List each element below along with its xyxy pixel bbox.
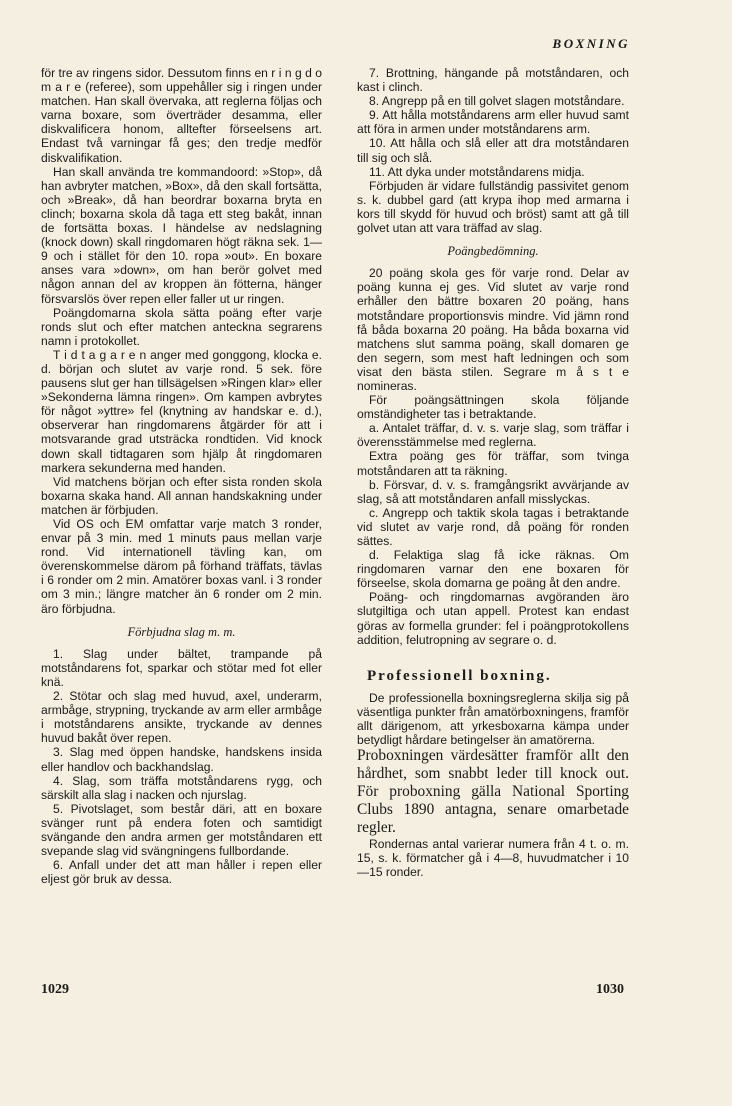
body-paragraph: Vid OS och EM omfattar varje match 3 ronder, envar på 3 min. med 1 minuts paus mellan varje rond. Vid internationell tävling kan, om överenskommelse därom på förhand träffats, tävlas i 6 ronder om 2 min. Amatörer boxas vanl. i 3 ronder om 3 min.; längre matcher än 6 ronder om 2 min. äro förbjudna. [41, 517, 322, 616]
page-number-left: 1029 [41, 982, 69, 997]
pro-large-paragraph: Proboxningen värdesätter framför allt den hårdhet, som snabbt leder till knock out. För proboxning gälla National Sporting Clubs 1890 antagna, senare omarbetade regler. [357, 747, 629, 837]
pro-rounds-paragraph: Rondernas antal varierar numera från 4 t. o. m. 15, s. k. förmatcher gå i 4—8, huvudmatcher i 10—15 ronder. [357, 837, 629, 880]
pro-intro-paragraph: De professionella boxningsreglerna skilja sig på väsentliga punkter från amatörboxningens, framför allt därigenom, att yrkesboxarna kämpa under betydligt hårdare betingelser än amatörerna. [357, 690, 629, 748]
forbidden-item: 11. Att dyka under motståndarens midja. [369, 164, 585, 179]
scoring-paragraph: c. Angrepp och taktik skola tagas i betraktande vid slutet av varje rond, då poäng för ronden sättes. [357, 505, 629, 548]
forbidden-item: Förbjuden är vidare fullständig passivitet genom s. k. dubbel gard (att krypa ihop med armarna i kors till skydd för huvud och bröst) samt att gå till golvet utan att vara träffad av slag. [357, 178, 629, 236]
body-paragraph: Vid matchens början och efter sista ronden skola boxarna skaka hand. All annan handskakning under matchen är förbjuden. [41, 474, 322, 517]
subheading-scoring: Poängbedömning. [447, 244, 539, 259]
scoring-paragraph: Poäng- och ringdomarnas avgöranden äro slutgiltiga och utan appell. Protest kan endast göras av formella grunder: fel i poängprotokollens addition, felutropning av segrare o. d. [357, 590, 629, 647]
forbidden-item: 1. Slag under bältet, trampande på motståndarens fot, sparkar och stötar med fot eller knä. [41, 646, 322, 689]
forbidden-item: 6. Anfall under det att man håller i repen eller eljest gör bruk av dessa. [41, 858, 322, 887]
forbidden-item: 7. Brottning, hängande på motståndaren, och kast i clinch. [357, 66, 629, 95]
running-header: BOXNING [552, 36, 630, 51]
scoring-paragraph: Extra poäng ges för träffar, som tvinga motståndaren att ta räkning. [357, 449, 629, 478]
section-title-professional: Professionell boxning. [367, 667, 552, 684]
body-paragraph: för tre av ringens sidor. Dessutom finns en r i n g d o m a r e (referee), som uppehåller sig i ringen under matchen. Han skall övervaka, att reglerna följas och varna boxare, som överträder desamma, eller diskvalificera honom, alltefter förseelsens art. Endast två varningar få ges; den tredje medför diskvalifikation. [41, 66, 322, 165]
forbidden-item: 4. Slag, som träffa motståndarens rygg, och särskilt alla slag i nacken och njurslag. [41, 773, 322, 802]
body-paragraph: T i d t a g a r e n anger med gonggong, klocka e. d. början och slutet av varje rond. 5 sek. före pausens slut ger han tillsägelsen »Ringen klar» eller »Sekonderna lämna ringen». Om kampen avbrytes för något »yttre» fel (knytning av handskar e. d.), observerar han ringdomarens åtgärder för att i motsvarande grad utsträcka rondtiden. Vid knock down skall tidtagaren som hjälp åt ringdomaren markera sekunderna med handen. [41, 347, 322, 475]
scoring-paragraph: b. Försvar, d. v. s. framgångsrikt avvärjande av slag, så att motståndaren anfall misslyckas. [357, 477, 629, 506]
scoring-paragraph: d. Felaktiga slag få icke räknas. Om ringdomaren varnar den ene boxaren för förseelse, skola domarna ge poäng åt den andre. [357, 548, 629, 591]
scoring-paragraph: För poängsättningen skola följande omständigheter tas i betraktande. [357, 393, 629, 422]
scoring-paragraph: a. Antalet träffar, d. v. s. varje slag, som träffar i överensstämmelse med reglerna. [357, 421, 629, 450]
body-paragraph: Poängdomarna skola sätta poäng efter varje ronds slut och efter matchen anteckna segrarens namn i protokollet. [41, 305, 322, 348]
right-column [357, 66, 629, 880]
forbidden-item: 5. Pivotslaget, som består däri, att en boxare svänger runt på endera foten och samtidigt svängande den andra armen ger motståndaren ett svepande slag vid svängningens fullbordande. [41, 801, 322, 859]
forbidden-item: 3. Slag med öppen handske, handskens insida eller handlov och backhandslag. [41, 745, 322, 774]
body-paragraph: Han skall använda tre kommandoord: »Stop», då han avbryter matchen, »Box», då den skall fortsätta, och »Break», då han beordrar boxarna bryta en clinch; boxarna skola då taga ett steg bakåt, innan de fortsätta boxas. I händelse av nedslagning (knock down) skall ringdomaren högt räkna sek. 1—9 och i stället för den 10. ropa »out». En boxare anses vara »down», om han berör golvet med någon annan del av kroppen än fötterna, hänger försvarslös över repen eller faller ut ur ringen. [41, 164, 322, 306]
forbidden-item: 8. Angrepp på en till golvet slagen motståndare. [369, 94, 625, 109]
scoring-paragraph: 20 poäng skola ges för varje rond. Delar av poäng kunna ej ges. Vid slutet av varje rond erhåller den bättre boxaren 20 poäng, hans motståndare proportionsvis mindre. Vid jämn rond få båda boxarna 20 poäng. Ha båda boxarna vid matchens slut samma poäng, skall domaren ge den segern, som mest haft ledningen och som visat den bästa stilen. Segrare m å s t e nomineras. [357, 266, 629, 393]
forbidden-item: 2. Stötar och slag med huvud, axel, underarm, armbåge, strypning, tryckande av arm eller armbåge i motståndarens ansikte, tryckande av dennes huvud bakåt över repen. [41, 689, 322, 746]
page-number-right: 1030 [596, 982, 624, 997]
forbidden-item: 10. Att hålla och slå eller att dra motståndaren till sig och slå. [357, 136, 629, 165]
left-column [41, 66, 322, 886]
forbidden-item: 9. Att hålla motståndarens arm eller huvud samt att föra in armen under motståndarens arm. [357, 108, 629, 137]
subheading-forbidden: Förbjudna slag m. m. [127, 624, 236, 639]
